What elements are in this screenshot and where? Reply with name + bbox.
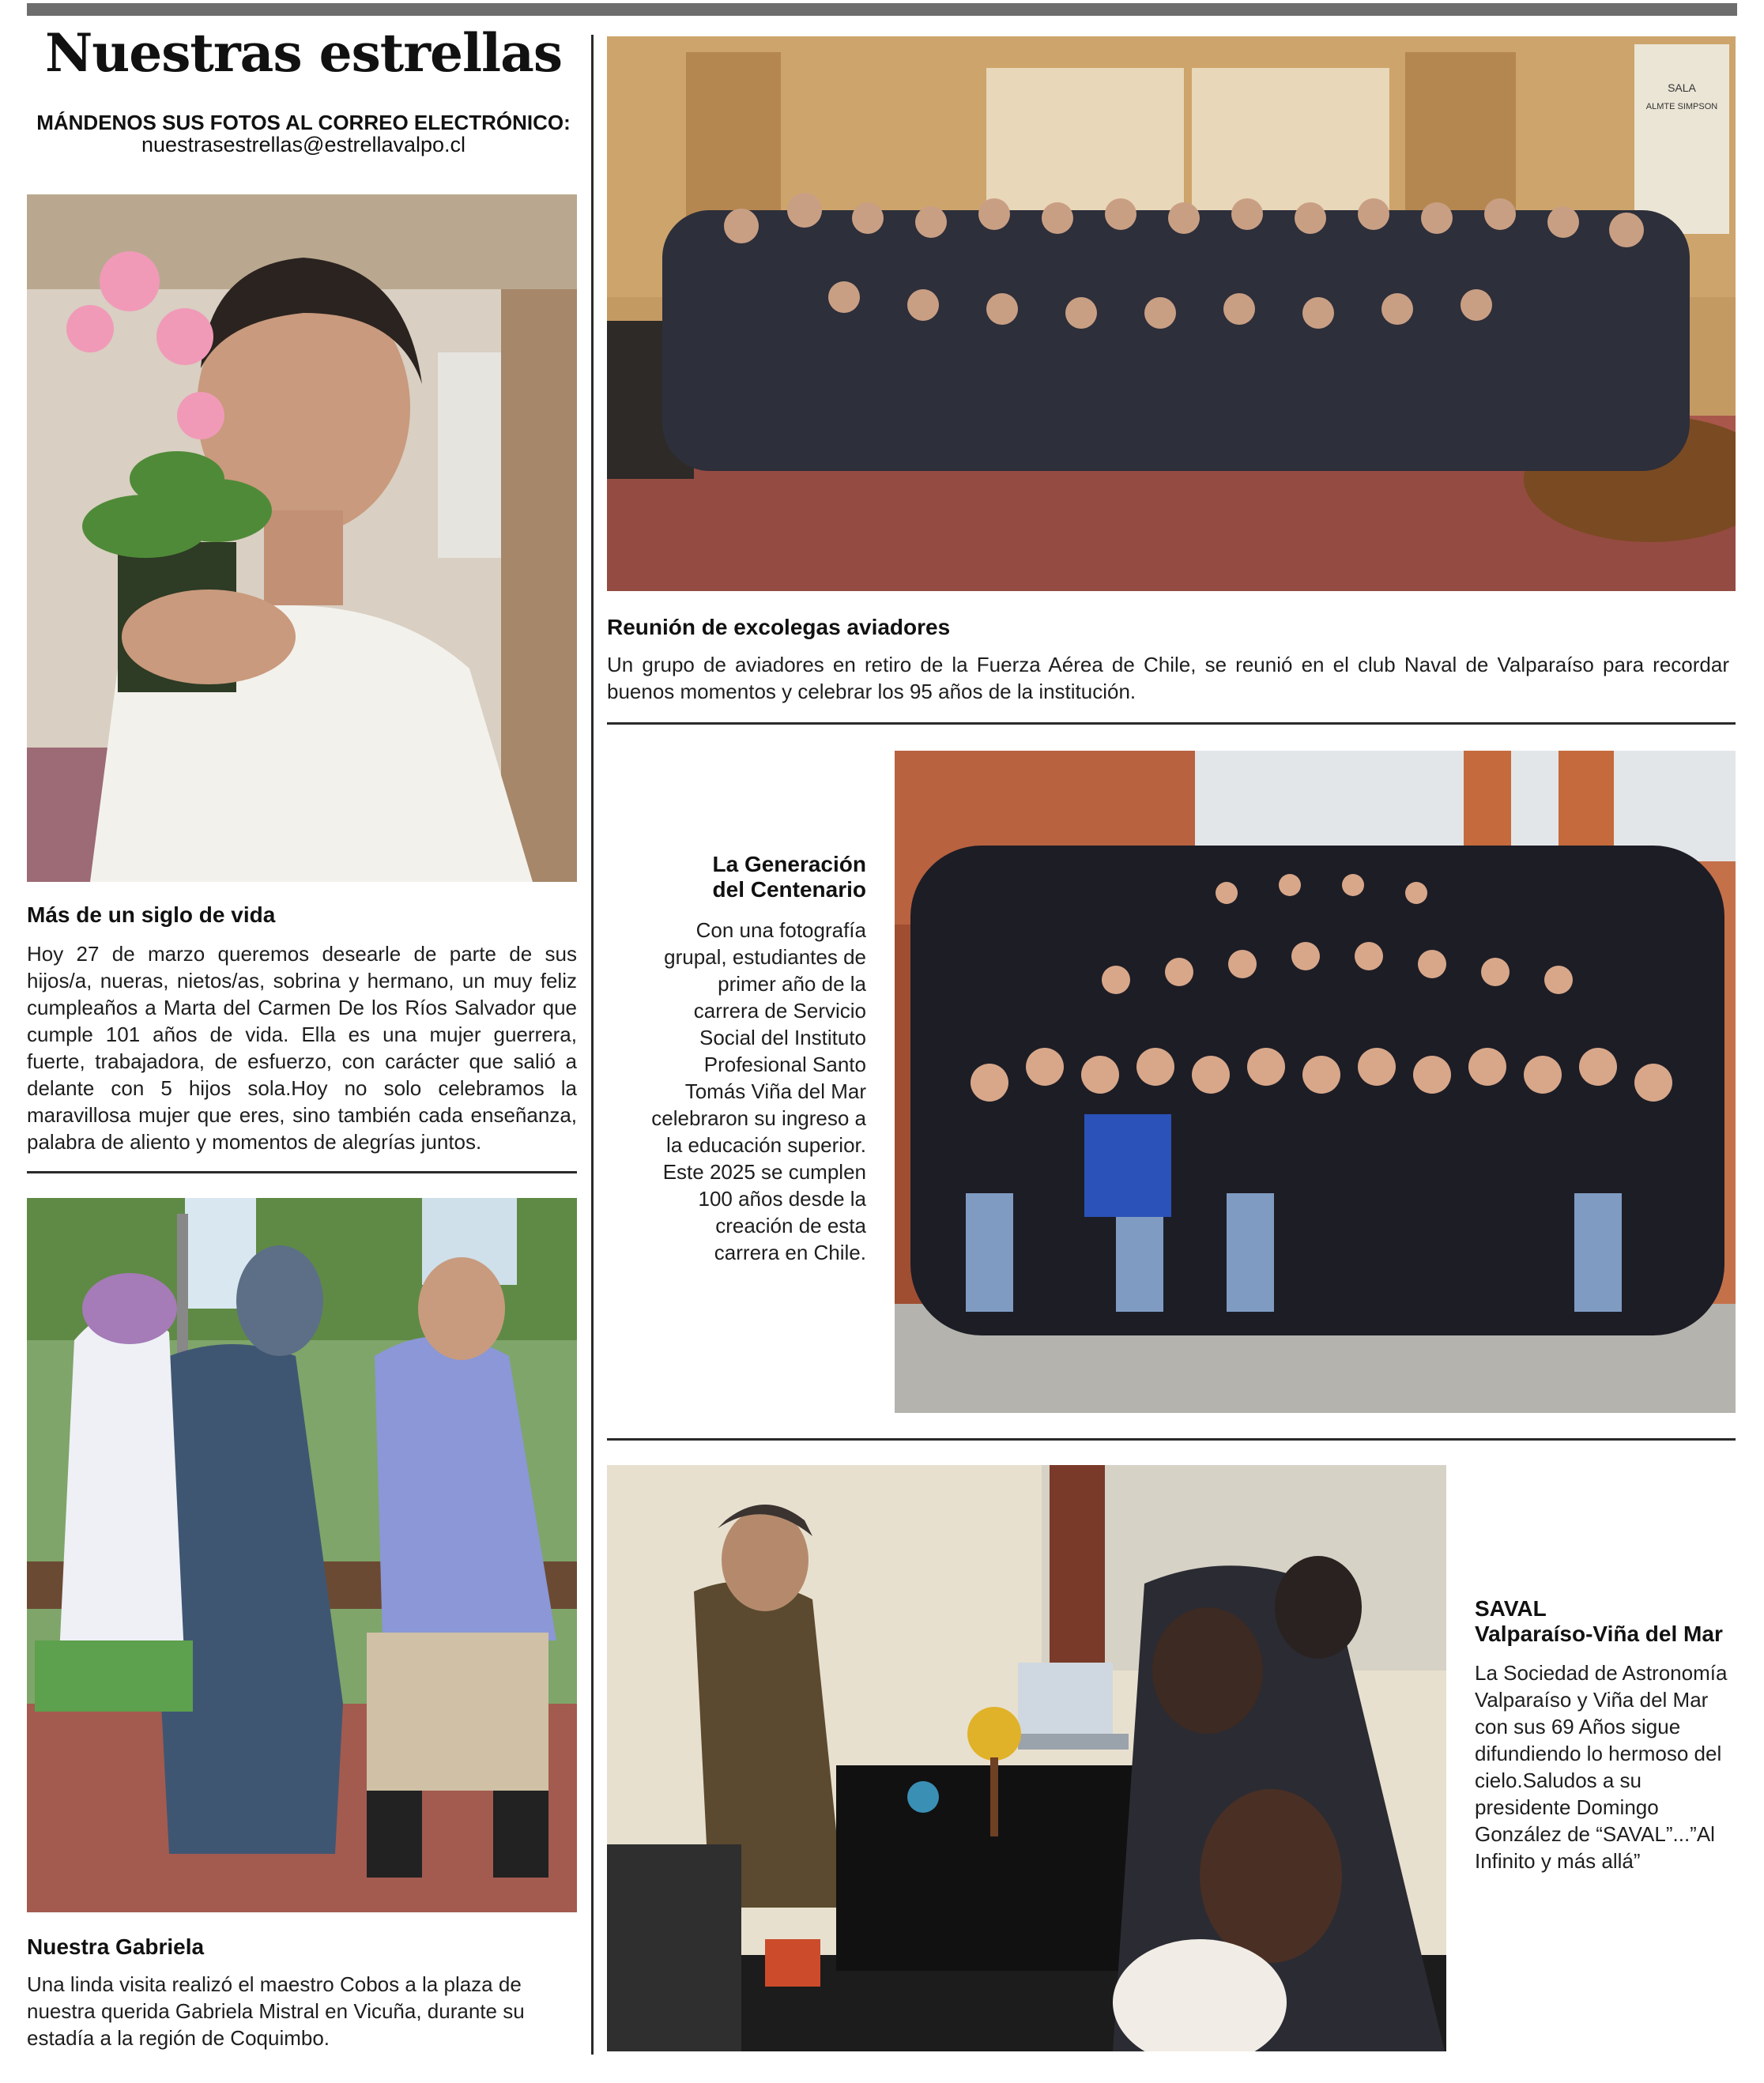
divider (607, 722, 1736, 725)
story-siglo-title: Más de un siglo de vida (27, 902, 276, 927)
story-centenario-title-2: del Centenario (712, 877, 866, 902)
column-separator (591, 35, 594, 2055)
story-saval-title-2: Valparaíso-Viña del Mar (1475, 1622, 1723, 1646)
story-gabriela-title: Nuestra Gabriela (27, 1934, 205, 1959)
photo-aviadores-group (607, 36, 1736, 591)
story-siglo-body: Hoy 27 de marzo queremos desearle de parte de sus hijos/a, nueras, nietos/as, sobrina y hermano, un muy feliz cumpleaños a Marta del Carmen De los Ríos Salvador que cumple 101 años de vida. Ella es una mujer guerrera, fuerte, trabajadora, de esfuerzo, con carácter que salió a delante con 5 hijos sola.Hoy no solo celebramos la maravillosa mujer que eres, sino también cada enseñanza, palabra de aliento y momentos de alegrías juntos. (27, 942, 577, 1154)
photo-centenario-students (895, 751, 1736, 1413)
story-saval-title-1: SAVAL (1475, 1596, 1547, 1621)
story-saval-body: La Sociedad de Astronomía Valparaíso y Viña del Mar con sus 69 Años sigue difundiendo lo hermoso del cielo.Saludos a su presidente Domingo González de “SAVAL”...”Al Infinito y más allá” (1475, 1661, 1728, 1873)
photo-gabriela-statue (27, 1198, 577, 1912)
story-gabriela-body: Una linda visita realizó el maestro Cobos a la plaza de nuestra querida Gabriela Mistral en Vicuña, durante su estadía a la región de Coquimbo. (27, 1972, 525, 2050)
divider (607, 1438, 1736, 1441)
photo-saval-astronomy (607, 1465, 1446, 2051)
photo-grandmother-roses (27, 194, 577, 882)
story-aviadores-body: Un grupo de aviadores en retiro de la Fuerza Aérea de Chile, se reunió en el club Naval de Valparaíso para recordar buenos momentos y celebrar los 95 años de la institución. (607, 653, 1729, 703)
sala-sign-sub: ALMTE SIMPSON (1645, 102, 1718, 111)
story-centenario-title-1: La Generación (712, 852, 866, 876)
story-aviadores-title: Reunión de excolegas aviadores (607, 615, 951, 639)
top-rule (27, 3, 1737, 16)
sala-sign: SALA (1668, 81, 1696, 94)
contact-label: MÁNDENOS SUS FOTOS AL CORREO ELECTRÓNICO: (36, 111, 571, 134)
divider (27, 1171, 577, 1173)
contact-email: nuestrasestrellas@estrellavalpo.cl (141, 133, 466, 156)
story-centenario-body: Con una fotografía grupal, estudiantes de primer año de la carrera de Servicio Social del Instituto Profesional Santo Tomás Viña del Mar celebraron su ingreso a la educación superior. Este 2025 se cumplen 100 años desde la creación de esta carrera en Chile. (651, 918, 866, 1264)
section-title: Nuestras estrellas (44, 22, 563, 84)
